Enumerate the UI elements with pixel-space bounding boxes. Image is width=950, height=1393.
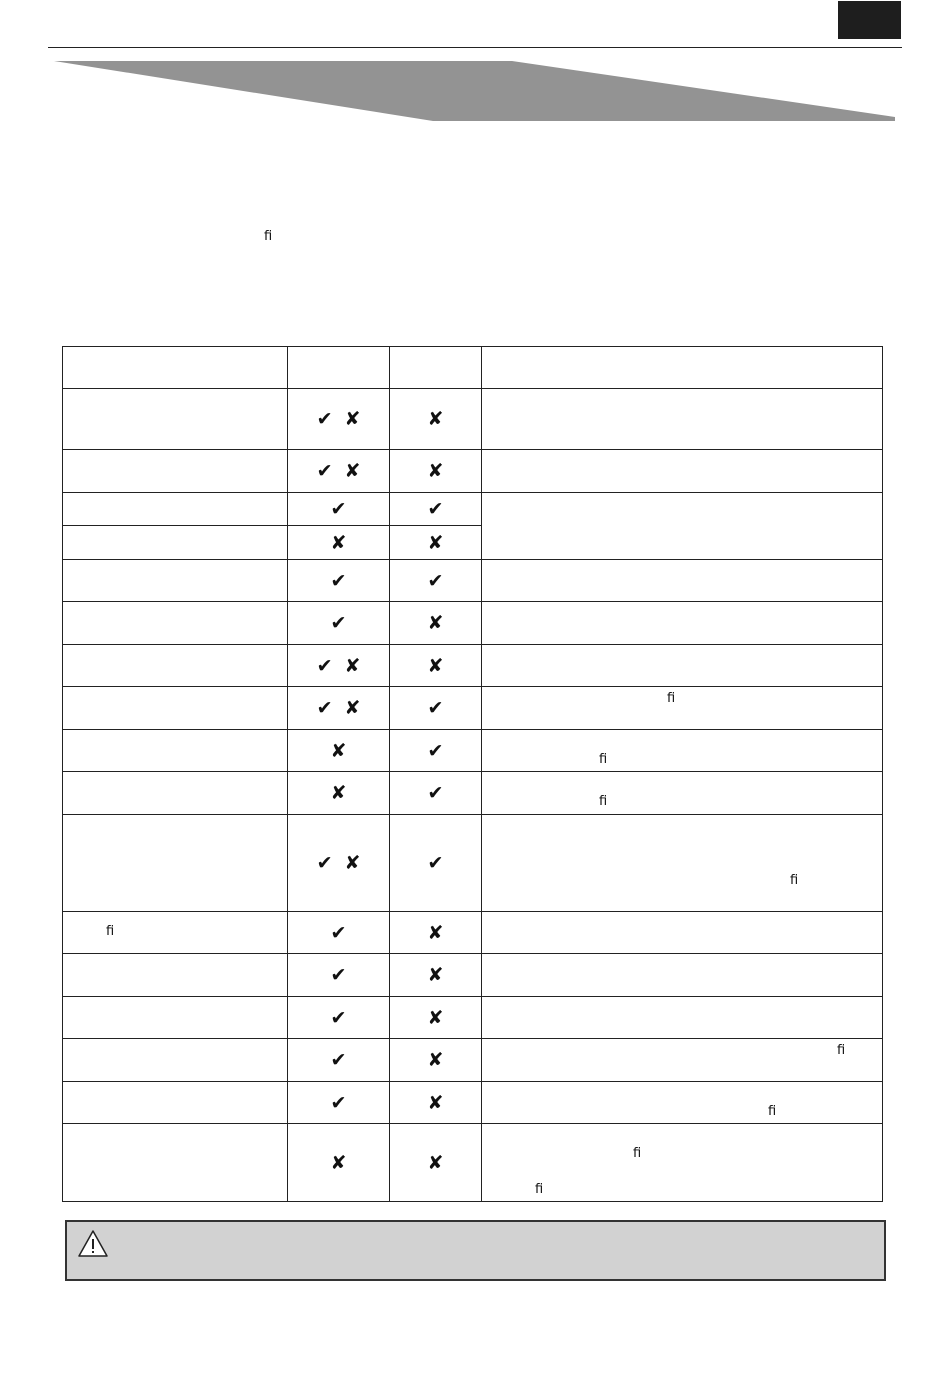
table-row [63, 1039, 883, 1082]
table-row [63, 645, 883, 687]
check-icon: ✔ [330, 612, 347, 634]
table-row [63, 730, 883, 772]
row-desc-cell [482, 450, 883, 493]
row-mark-b-cell [390, 997, 482, 1039]
row-desc-cell [482, 772, 883, 815]
row-name-cell [63, 450, 288, 493]
desc-ligature: ﬁ [768, 1104, 777, 1119]
check-icon: ✔ [427, 782, 444, 804]
cross-icon: ✘ [427, 921, 444, 944]
row-name-cell [63, 560, 288, 602]
row-mark-b-cell [390, 389, 482, 450]
cross-icon: ✘ [427, 1091, 444, 1114]
row-desc-cell [482, 912, 883, 954]
row-mark-b-cell [390, 772, 482, 815]
check-icon: ✔ [316, 408, 333, 430]
row-desc-cell [482, 1124, 883, 1202]
cross-icon: ✘ [427, 612, 444, 634]
row-mark-a-cell [288, 687, 390, 730]
table-row [63, 954, 883, 997]
row-desc-cell [482, 687, 883, 730]
cross-icon: ✘ [344, 852, 361, 874]
row-mark-a-cell [288, 730, 390, 772]
row-mark-b-cell [390, 450, 482, 493]
row-mark-b-cell [390, 1124, 482, 1202]
check-icon: ✔ [316, 460, 333, 482]
row-mark-b-cell [390, 526, 482, 560]
row-name-cell [63, 772, 288, 815]
row-name-cell [63, 493, 288, 526]
table-row [63, 997, 883, 1039]
row-desc-cell [482, 645, 883, 687]
header-cell-b [390, 347, 482, 389]
check-icon: ✔ [330, 569, 347, 592]
row-mark-b-cell [390, 912, 482, 954]
check-icon: ✔ [330, 1049, 347, 1071]
table-row [63, 389, 883, 450]
row-mark-a-cell [288, 997, 390, 1039]
row-mark-a-cell [288, 645, 390, 687]
header-cell-name [63, 347, 288, 389]
row-name-cell [63, 645, 288, 687]
row-mark-b-cell [390, 1082, 482, 1124]
desc-ligature: ﬁ [790, 873, 799, 888]
table-row [63, 493, 883, 526]
desc-ligature: ﬁ [599, 794, 608, 809]
row-name-cell [63, 997, 288, 1039]
table-row [63, 772, 883, 815]
table-row [63, 450, 883, 493]
row-mark-a-cell [288, 954, 390, 997]
row-mark-a-cell [288, 1039, 390, 1082]
cross-icon: ✘ [427, 1049, 444, 1071]
row-mark-b-cell [390, 560, 482, 602]
header-cell-desc [482, 347, 883, 389]
row-desc-cell [482, 493, 883, 560]
check-icon: ✔ [330, 964, 347, 986]
check-icon: ✔ [427, 697, 444, 719]
check-icon: ✔ [427, 739, 444, 762]
row-desc-cell [482, 815, 883, 912]
name-ligature: ﬁ [106, 924, 115, 939]
desc-ligature: ﬁ [633, 1146, 642, 1161]
warning-box [65, 1220, 886, 1281]
row-desc-cell [482, 1039, 883, 1082]
row-mark-b-cell [390, 815, 482, 912]
check-icon: ✔ [330, 498, 347, 520]
row-name-cell [63, 526, 288, 560]
row-mark-a-cell [288, 389, 390, 450]
row-mark-b-cell [390, 954, 482, 997]
row-name-cell [63, 954, 288, 997]
desc-ligature: ﬁ [667, 691, 676, 706]
cross-icon: ✘ [427, 964, 444, 986]
row-name-cell [63, 1039, 288, 1082]
row-mark-b-cell [390, 602, 482, 645]
table-row [63, 815, 883, 912]
row-name-cell [63, 730, 288, 772]
cross-icon: ✘ [427, 654, 444, 677]
cross-icon: ✘ [344, 654, 361, 677]
row-mark-a-cell [288, 602, 390, 645]
row-name-cell [63, 1124, 288, 1202]
row-desc-cell [482, 730, 883, 772]
header-cell-a [288, 347, 390, 389]
cross-icon: ✘ [344, 408, 361, 430]
desc-ligature: ﬁ [599, 752, 608, 767]
cross-icon: ✘ [427, 460, 444, 482]
cross-icon: ✘ [427, 408, 444, 430]
cross-icon: ✘ [330, 739, 347, 762]
row-mark-a-cell [288, 1082, 390, 1124]
cross-icon: ✘ [330, 1151, 347, 1174]
row-mark-a-cell [288, 815, 390, 912]
row-desc-cell [482, 389, 883, 450]
row-name-cell [63, 1082, 288, 1124]
cross-icon: ✘ [427, 1006, 444, 1029]
check-icon: ✔ [427, 569, 444, 592]
row-mark-a-cell [288, 450, 390, 493]
table-row [63, 560, 883, 602]
row-name-cell [63, 912, 288, 954]
row-desc-cell [482, 997, 883, 1039]
row-desc-cell [482, 602, 883, 645]
warning-triangle-icon [77, 1229, 109, 1259]
table-row [63, 687, 883, 730]
row-mark-b-cell [390, 730, 482, 772]
cross-icon: ✘ [427, 531, 444, 554]
row-desc-cell [482, 1082, 883, 1124]
check-icon: ✔ [316, 654, 333, 677]
row-mark-a-cell [288, 526, 390, 560]
row-mark-b-cell [390, 687, 482, 730]
check-icon: ✔ [330, 921, 347, 944]
check-icon: ✔ [316, 697, 333, 719]
desc-ligature: ﬁ [837, 1043, 846, 1058]
row-mark-a-cell [288, 1124, 390, 1202]
feature-table [62, 346, 883, 1202]
check-icon: ✔ [316, 852, 333, 874]
row-mark-b-cell [390, 493, 482, 526]
table-row [63, 1082, 883, 1124]
row-mark-a-cell [288, 493, 390, 526]
table-row [63, 1124, 883, 1202]
row-mark-b-cell [390, 1039, 482, 1082]
desc-ligature: ﬁ [535, 1182, 544, 1197]
row-desc-cell [482, 560, 883, 602]
table-row [63, 912, 883, 954]
check-icon: ✔ [427, 852, 444, 874]
table-row [63, 602, 883, 645]
cross-icon: ✘ [344, 460, 361, 482]
check-icon: ✔ [330, 1006, 347, 1029]
row-name-cell [63, 389, 288, 450]
row-mark-a-cell [288, 560, 390, 602]
row-name-cell [63, 602, 288, 645]
table-header-row [63, 347, 883, 389]
cross-icon: ✘ [330, 531, 347, 554]
cross-icon: ✘ [427, 1151, 444, 1174]
row-desc-cell [482, 954, 883, 997]
intro-ligature: ﬁ [264, 229, 273, 244]
row-name-cell [63, 815, 288, 912]
row-name-cell [63, 687, 288, 730]
check-icon: ✔ [427, 498, 444, 520]
section-banner [0, 0, 950, 130]
check-icon: ✔ [330, 1091, 347, 1114]
row-mark-a-cell [288, 772, 390, 815]
cross-icon: ✘ [344, 697, 361, 719]
row-mark-a-cell [288, 912, 390, 954]
cross-icon: ✘ [330, 782, 347, 804]
row-mark-b-cell [390, 645, 482, 687]
